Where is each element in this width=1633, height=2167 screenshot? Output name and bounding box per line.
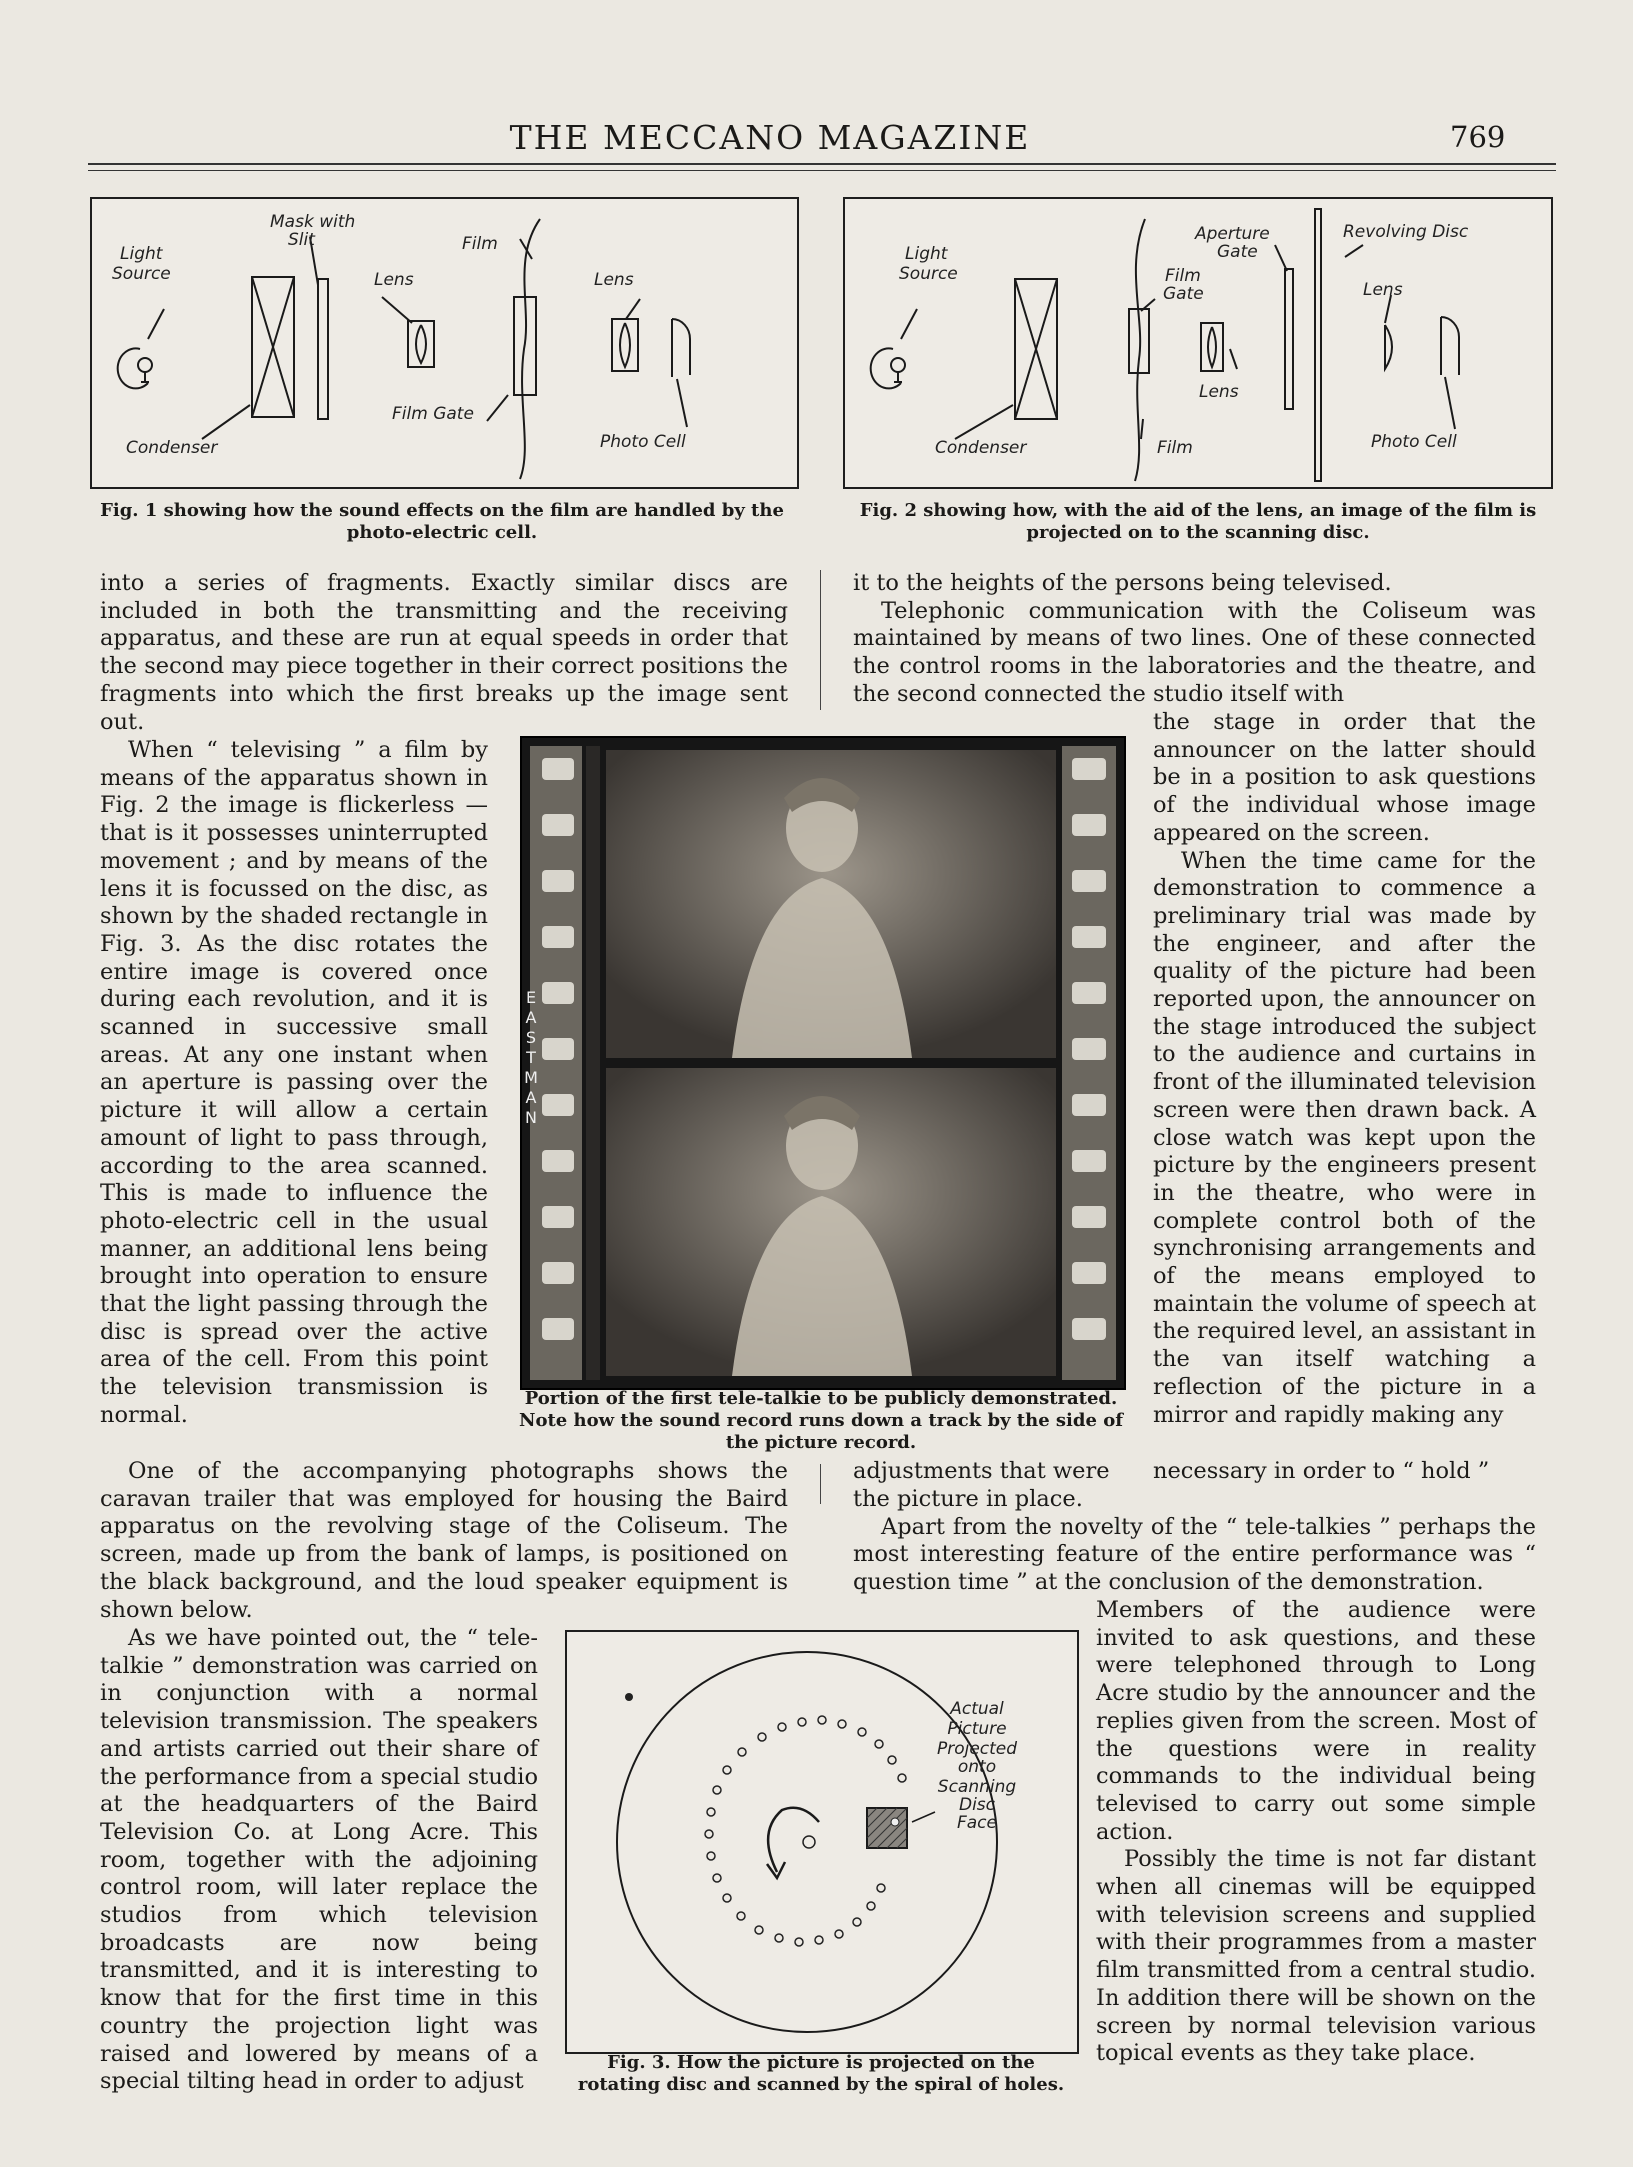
label-lens-left: Lens (374, 270, 414, 290)
right-mid-fragment-2 (1153, 1458, 1536, 1486)
label-projected: Projected (936, 1739, 1018, 1759)
left-column-mid (100, 1458, 788, 1624)
column-divider (820, 570, 821, 710)
fig2-caption: Fig. 2 showing how, with the aid of the lens, an image of the film is projected on to the scanning disc. (859, 500, 1537, 543)
label-light-source-2: Source (899, 264, 958, 284)
label-film: Film (462, 234, 498, 254)
film-strip-photo (520, 736, 1126, 1390)
paragraph: the picture in place. (853, 1486, 1083, 1512)
left-column-narrow (100, 737, 488, 1430)
label-light-source-2: Source (112, 264, 171, 284)
right-column-mid (853, 1486, 1536, 1597)
label-revolving-disc: Revolving Disc (1343, 222, 1469, 242)
film-edge-text: EASTMAN (524, 988, 538, 1127)
paragraph: Apart from the novelty of the “ tele-talkies ” perhaps the most interesting feature of the entire performance was “ question time ” at the conclusion of the demonstration. (853, 1513, 1536, 1596)
left-column-top (100, 570, 788, 736)
column-divider-lower (820, 1464, 821, 1504)
label-light-source: Light (120, 244, 163, 264)
header-rule-thin (88, 170, 1556, 171)
paragraph: As we have pointed out, the “ tele-talkie ” demonstration was carried on in conjunction with a normal television transmission. The speakers and artists carried out their share of the performance from a special studio at the headquarters of the Baird Television Co. at Long Acre. This room, together with the adjoining control room, will later replace the studios from which television broadcasts are now being transmitted, and it is interesting to know that for the first time in this country the projection light was raised and lowered by means of a special tilting head in order to adjust (100, 1625, 538, 2095)
label-photo-cell: Photo Cell (600, 432, 686, 452)
label-face: Face (956, 1813, 998, 1833)
label-aperture-gate: Aperture (1195, 224, 1270, 244)
label-lens-mid: Lens (1199, 382, 1239, 402)
fig3-caption: Fig. 3. How the picture is projected on the rotating disc and scanned by the spiral of holes. (577, 2052, 1065, 2095)
right-mid-fragment (853, 1458, 1143, 1486)
paragraph: adjustments that were (853, 1458, 1110, 1484)
label-actual: Actual (950, 1699, 1004, 1719)
paragraph: When the time came for the demonstration to commence a preliminary trial was made by the engineer, and after the quality of the picture had been reported upon, the announcer on the stage introduced the subject to the audience and curtains in front of the illuminated television screen were then drawn back. A close watch was kept upon the picture by the engineers present in the theatre, who were in complete control both of the synchronising arrangements and of the means employed to maintain the volume of speech at the required level, an assistant in the van itself watching a reflection of the picture in a mirror and rapidly making any (1153, 847, 1536, 1428)
right-column-bottom (1096, 1597, 1536, 2068)
label-film-gate-2: Gate (1163, 284, 1204, 304)
left-column-bottom (100, 1625, 538, 2096)
label-film: Film (1157, 438, 1193, 458)
label-lens-top: Lens (1363, 280, 1403, 300)
label-film-gate: Film (1165, 266, 1201, 286)
paragraph: into a series of fragments. Exactly similar discs are included in both the transmitting and the receiving apparatus, and these are run at equal speeds in order that the second may piece together in their correct positions the fragments into which the first breaks up the image sent out. (100, 570, 788, 735)
label-condenser: Condenser (935, 438, 1027, 458)
right-column-top (853, 570, 1536, 709)
label-mask-with-slit: Mask with (270, 212, 356, 232)
page-number: 769 (1450, 120, 1506, 154)
label-mask-with-slit-2: Slit (288, 230, 315, 250)
label-disc: Disc (958, 1795, 996, 1815)
paragraph: necessary in order to “ hold ” (1153, 1458, 1490, 1484)
label-photo-cell: Photo Cell (1371, 432, 1457, 452)
label-condenser: Condenser (126, 438, 218, 458)
paragraph: One of the accompanying photographs shows the caravan trailer that was employed for housing the Baird apparatus on the revolving stage of the Coliseum. The screen, made up from the bank of lamps, is positioned on the black background, and the loud speaker equipment is shown below. (100, 1458, 788, 1623)
fig1-caption: Fig. 1 showing how the sound effects on the film are handled by the photo-electric cell. (100, 500, 784, 543)
right-column-narrow (1153, 709, 1536, 1429)
magazine-title: THE MECCANO MAGAZINE (509, 118, 1031, 157)
label-light-source: Light (905, 244, 948, 264)
paragraph: When “ televising ” a film by means of the apparatus shown in Fig. 2 the image is flickerless —that is it possesses uninterrupted movement ; and by means of the lens it is focussed on the disc, as shown by the shaded rectangle in Fig. 3. As the disc rotates the entire image is covered once during each revolution, and it is scanned in successive small areas. At any one instant when an aperture is passing over the picture it will allow a certain amount of light to pass through, according to the area scanned. This is made to influence the photo-electric cell in the usual manner, an additional lens being brought into operation to ensure that the light passing through the disc is spread over the active area of the cell. From this point the television transmission is normal. (100, 737, 488, 1428)
label-onto: onto (957, 1757, 997, 1777)
header-rule (88, 163, 1556, 165)
label-picture: Picture (947, 1719, 1007, 1739)
label-film-gate: Film Gate (392, 404, 474, 424)
fig1-diagram (90, 197, 799, 489)
paragraph: the stage in order that the announcer on the latter should be in a position to ask questions of the individual whose image appeared on the screen. (1153, 709, 1536, 846)
label-scanning: Scanning (937, 1777, 1017, 1797)
label-lens-right: Lens (594, 270, 634, 290)
paragraph: Possibly the time is not far distant when all cinemas will be equipped with television screens and supplied with their programmes from a master film transmitted from a central studio. In addition there will be shown on the screen by normal television various topical events as they take place. (1096, 1846, 1536, 2067)
paragraph: Members of the audience were invited to ask questions, and these were telephoned through to Long Acre studio by the announcer and the replies given from the screen. Most of the questions were in reality commands to the individual being televised to carry out some simple action. (1096, 1597, 1536, 1845)
paragraph: it to the heights of the persons being televised. (853, 570, 1392, 596)
photo-caption: Portion of the first tele-talkie to be publicly demonstrated. Note how the sound record runs down a track by the side of the picture record. (519, 1388, 1123, 1453)
fig2-diagram (843, 197, 1553, 489)
label-aperture-gate-2: Gate (1217, 242, 1258, 262)
fig3-diagram (565, 1630, 1079, 2054)
paragraph: Telephonic communication with the Coliseum was maintained by means of two lines. One of these connected the control rooms in the laboratories and the theatre, and the second connected the studio itself with (853, 597, 1536, 707)
